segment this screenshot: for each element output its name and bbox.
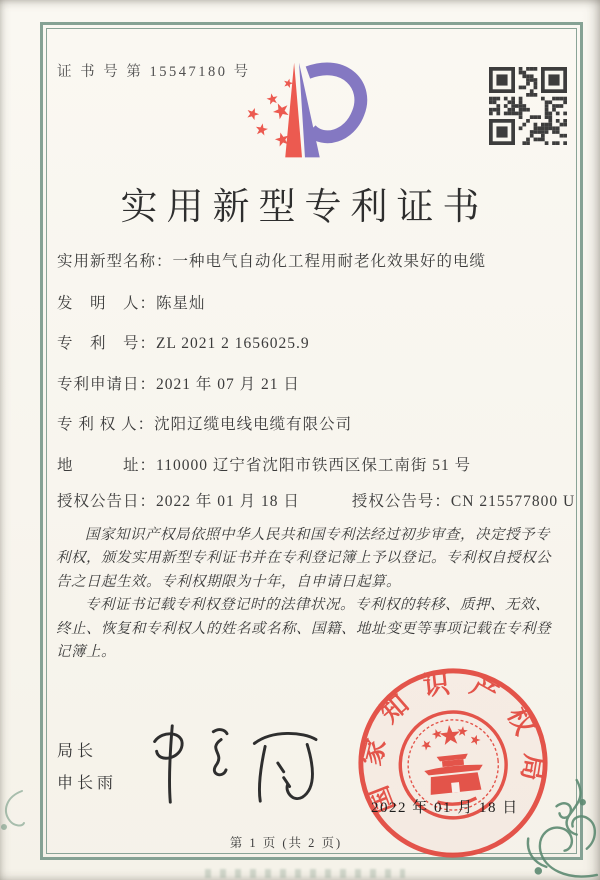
floral-ornament-icon [516, 776, 600, 880]
field-row-patentee [57, 414, 566, 436]
grant-date-label: 授权公告日： [57, 493, 157, 510]
field-label: 专 利 权 人： [57, 416, 155, 433]
legal-paragraph-2: 专利证书记载专利权登记时的法律状况。专利权的转移、质押、无效、终止、恢复和专利权人的姓名或名称、国籍、地址变更等事项记载在专利登记簿上。 [56, 597, 551, 661]
field-value: 沈阳辽缆电线电缆有限公司 [154, 416, 353, 433]
certificate-title: 实用新型专利证书 [120, 187, 489, 228]
signer-title: 局长 [57, 743, 98, 760]
field-value: 一种电气自动化工程用耐老化效果好的电缆 [172, 253, 487, 270]
certificate-number: 证 书 号 第 15547180 号 [57, 64, 251, 80]
signer-name: 申长雨 [57, 775, 118, 792]
field-label: 地 址： [57, 457, 157, 474]
field-row-inventor [57, 293, 566, 315]
floral-ornament-small-icon [0, 787, 26, 832]
cnipa-logo-icon [233, 56, 371, 168]
field-label: 发 明 人： [57, 295, 157, 312]
field-label: 专利申请日： [57, 376, 157, 393]
field-value: 2021 年 07 月 21 日 [156, 376, 300, 393]
field-row-grant [57, 491, 576, 513]
page-number-footer: 第 1 页 (共 2 页) [229, 836, 343, 850]
field-label: 实用新型名称： [57, 253, 173, 270]
field-value: 110000 辽宁省沈阳市铁西区保工南街 51 号 [156, 457, 472, 474]
faint-edge-marks [205, 869, 405, 878]
director-signature-icon [128, 720, 326, 808]
field-row-patent-number [57, 333, 566, 355]
field-value: ZL 2021 2 1656025.9 [156, 335, 310, 352]
legal-text-block [56, 524, 562, 665]
field-row-name [57, 251, 566, 273]
field-label: 专 利 号： [57, 335, 157, 352]
grant-number-label: 授权公告号： [351, 493, 451, 510]
seal-date: 2022 年 01 月 18 日 [371, 800, 519, 816]
field-row-filing-date [57, 374, 566, 396]
grant-date-value: 2022 年 01 月 18 日 [156, 493, 300, 510]
seal-ring-text: 国家知识产权局 [356, 666, 550, 818]
field-row-address [57, 455, 566, 477]
field-value: 陈星灿 [156, 295, 206, 312]
qr-code [489, 67, 567, 145]
legal-paragraph-1: 国家知识产权局依照中华人民共和国专利法经过初步审查，决定授予专利权，颁发实用新型专利证书并在专利登记簿上予以登记。专利权自授权公告之日起生效。专利权期限为十年，自申请日起算。 [56, 527, 551, 590]
grant-number-value: CN 215577800 U [450, 493, 576, 510]
